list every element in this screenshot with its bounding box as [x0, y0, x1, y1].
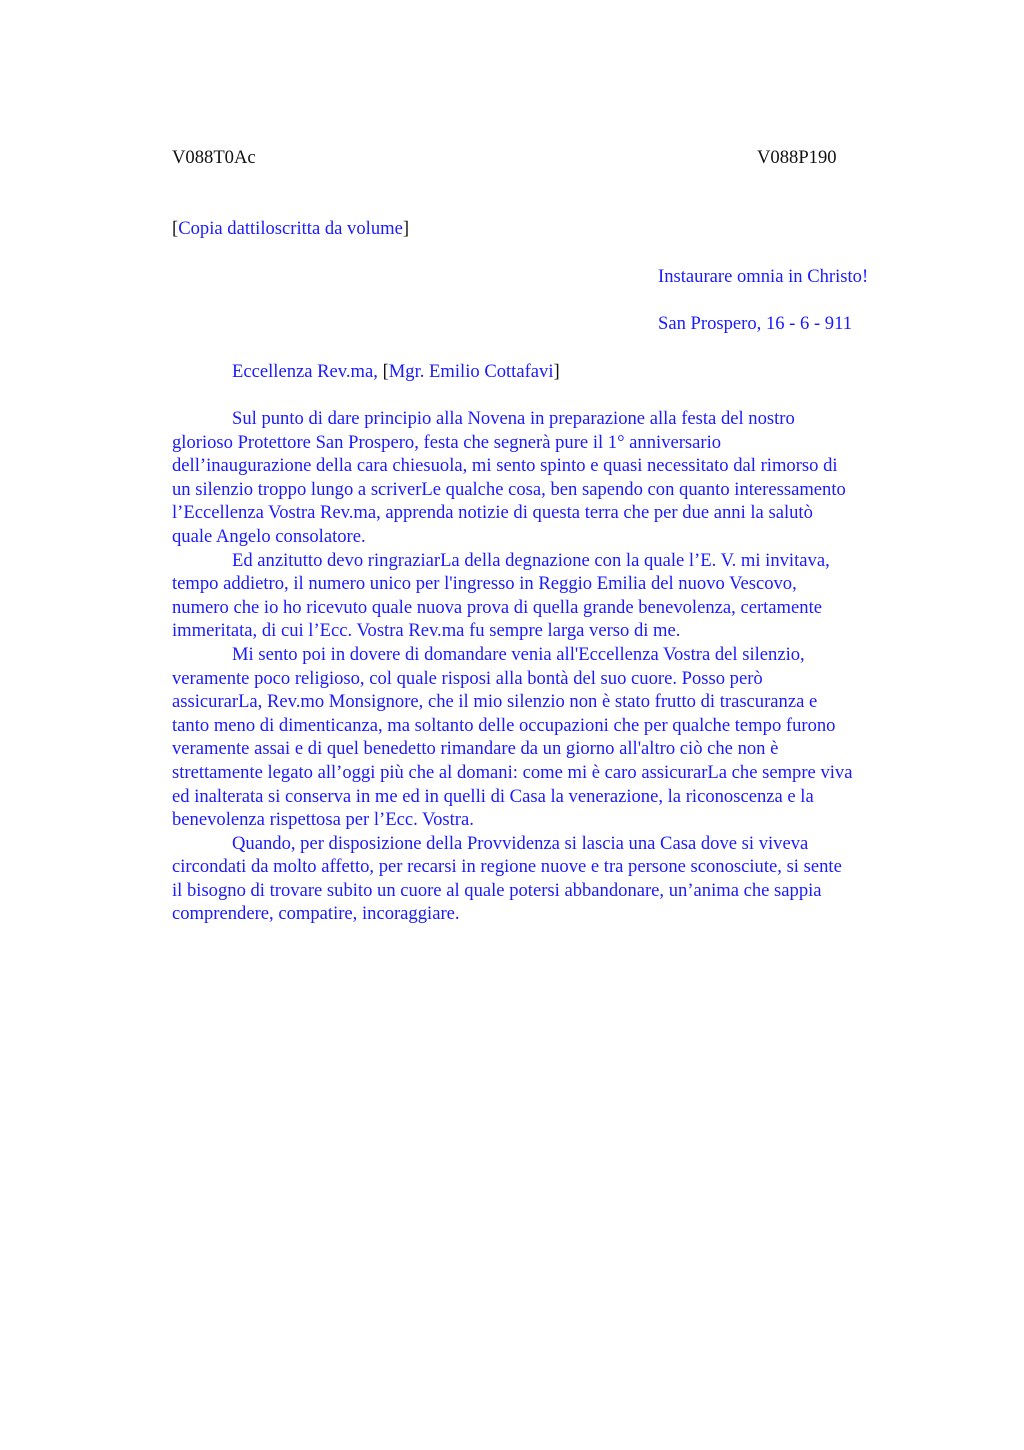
source-note	[172, 218, 409, 240]
body-line: Ed anzitutto devo ringraziarLa della degnazione con la quale l’E. V. mi invitava,	[232, 549, 830, 571]
salutation-recipient: Mgr. Emilio Cottafavi	[388, 361, 554, 382]
body-line: veramente poco religioso, col quale risposi alla bontà del suo cuore. Posso però	[172, 667, 763, 689]
source-note-text: Copia dattiloscritta da volume	[178, 218, 403, 239]
body-line: strettamente legato all’oggi più che al domani: come mi è caro assicurarLa che sempre viva	[172, 761, 853, 783]
letter-body	[172, 407, 932, 926]
document-code-left: V088T0Ac	[172, 147, 256, 168]
body-line: dell’inaugurazione della cara chiesuola, mi sento spinto e quasi necessitato dal rimorso di	[172, 455, 838, 477]
document-code-right: V088P190	[757, 147, 837, 168]
body-line: Sul punto di dare principio alla Novena in preparazione alla festa del nostro	[232, 408, 795, 429]
body-line: veramente assai e di quel benedetto rimandare da un giorno all'altro ciò che non è	[172, 738, 779, 760]
salutation	[232, 361, 560, 383]
body-line: benevolenza rispettosa per l’Ecc. Vostra.	[172, 809, 474, 831]
body-line: assicurarLa, Rev.mo Monsignore, che il mio silenzio non è stato frutto di trascuranza e	[172, 691, 818, 713]
body-line: Mi sento poi in dovere di domandare venia all'Eccellenza Vostra del silenzio,	[232, 643, 805, 665]
body-line: comprendere, compatire, incoraggiare.	[172, 903, 460, 925]
body-line: tempo addietro, il numero unico per l'ingresso in Reggio Emilia del nuovo Vescovo,	[172, 573, 797, 595]
body-line: circondati da molto affetto, per recarsi in regione nuove e tra persone sconosciute, si sente	[172, 856, 842, 878]
place-date: San Prospero, 16 - 6 - 911	[658, 313, 853, 334]
body-line: immeritata, di cui l’Ecc. Vostra Rev.ma fu sempre larga verso di me.	[172, 620, 681, 642]
salutation-open-bracket: [	[382, 361, 389, 382]
body-line: numero che io ho ricevuto quale nuova prova di quella grande benevolenza, certamente	[172, 596, 822, 618]
body-line: un silenzio troppo lungo a scriverLe qualche cosa, ben sapendo con quanto interessamento	[172, 478, 846, 500]
source-note-close-bracket: ]	[402, 218, 410, 239]
body-line: ed inalterata si conserva in me ed in quelli di Casa la venerazione, la riconoscenza e la	[172, 785, 814, 807]
body-line: l’Eccellenza Vostra Rev.ma, apprenda notizie di questa terra che per due anni la salutò	[172, 502, 813, 524]
body-line: glorioso Protettore San Prospero, festa che segnerà pure il 1° anniversario	[172, 431, 722, 453]
salutation-greeting: Eccellenza Rev.ma,	[232, 361, 383, 382]
body-line: il bisogno di trovare subito un cuore al quale potersi abbandonare, un’anima che sappia	[172, 879, 822, 901]
source-note-open-bracket: [	[172, 218, 179, 239]
motto: Instaurare omnia in Christo!	[658, 266, 869, 287]
body-line: tanto meno di dimenticanza, ma soltanto delle occupazioni che per qualche tempo furono	[172, 714, 836, 736]
body-line: quale Angelo consolatore.	[172, 525, 366, 547]
body-line: Quando, per disposizione della Provvidenza si lascia una Casa dove si viveva	[232, 832, 809, 854]
salutation-close-bracket: ]	[553, 361, 560, 382]
